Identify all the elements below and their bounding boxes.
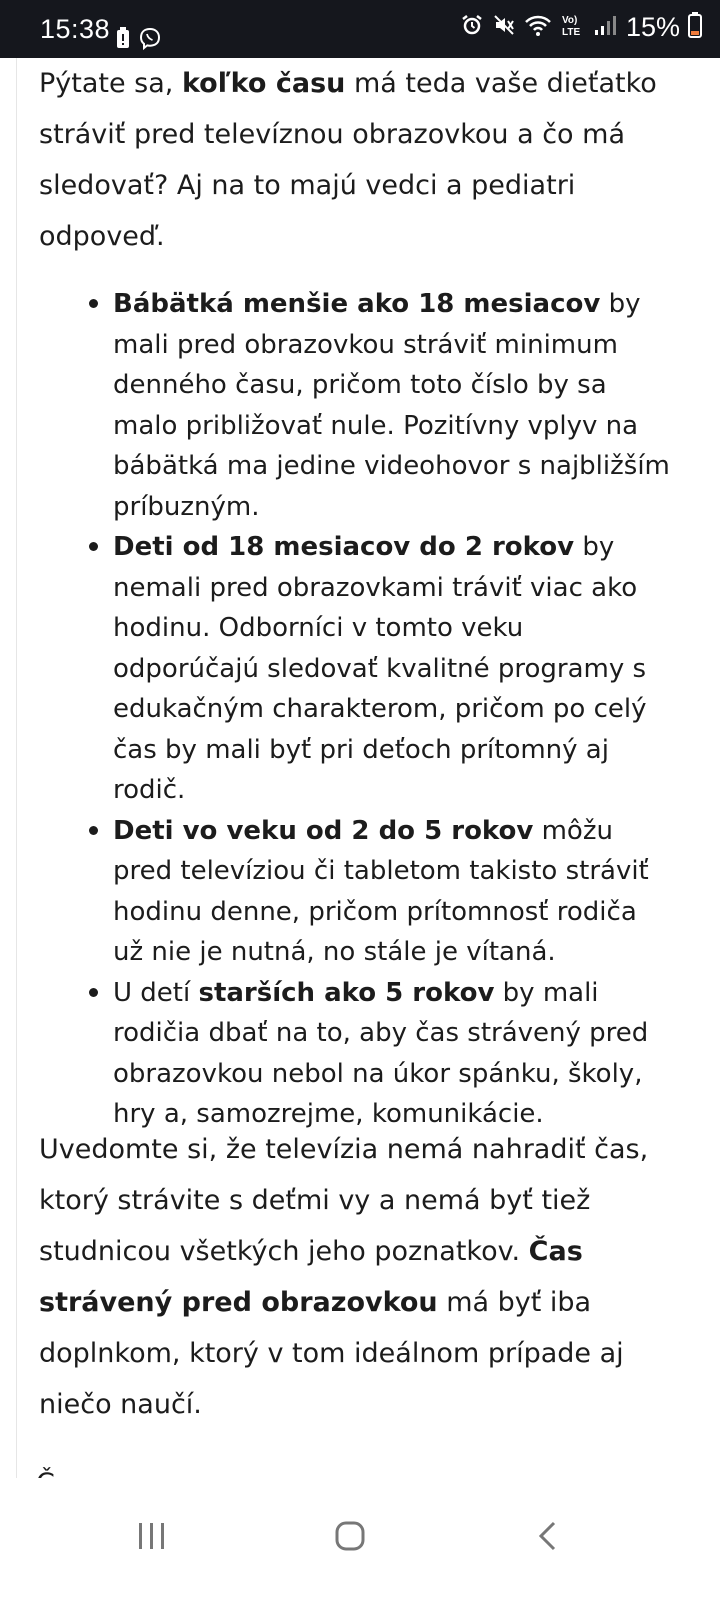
battery-percent: 15% (625, 12, 680, 42)
mute-icon (492, 13, 516, 42)
paragraph-conclusion-text: Uvedomte si, že televízia nemá nahradiť čas, ktorý strávite s deťmi vy a nemá byť tiež studnicou všetkých jeho poznatkov. (39, 1134, 649, 1267)
back-button[interactable] (508, 1502, 588, 1574)
volte-icon (560, 13, 586, 42)
wifi-icon (524, 13, 552, 42)
list-item (73, 973, 673, 1135)
paragraph-conclusion-text-after: má byť iba doplnkom, ktorý v tom ideálnom prípade aj niečo naučí. (39, 1287, 624, 1420)
home-icon (334, 1520, 366, 1556)
list-item-text: by nemali pred obrazovkami tráviť viac ako hodinu. Odborníci v tomto veku odporúčajú sledovať kvalitné programy s edukačným charakterom, pričom po celý čas by mali byť pri deťoch prítomný aj rodič. (113, 532, 647, 805)
list-item-text: U detí (113, 977, 199, 1008)
list-item-bold: Bábätká menšie ako 18 mesiacov (113, 289, 601, 319)
article-content (16, 58, 719, 1508)
list-item-text: by mali pred obrazovkou stráviť minimum denného času, pričom toto číslo by sa malo približovať nule. Pozitívny vplyv na bábätká ma jedine videohovor s najbližším príbuzným. (113, 289, 670, 522)
svg-text:Vo): Vo) (561, 15, 578, 26)
back-icon (536, 1520, 560, 1556)
status-time: 15:38 (40, 14, 111, 44)
list-item-bold: Deti vo veku od 2 do 5 rokov (113, 815, 534, 846)
home-button[interactable] (310, 1502, 390, 1574)
paragraph-conclusion-bold: Čas strávený pred obrazovkou (39, 1236, 583, 1318)
list-item (73, 527, 673, 811)
navigation-bar (0, 1478, 720, 1600)
paragraph-intro-text-after: má teda vaše dieťatko stráviť pred televíznou obrazovkou a čo má sledovať? Aj na to majú vedci a pediatri odpoveď. (39, 68, 657, 252)
battery-icon (688, 12, 702, 43)
list-item-bold: Deti od 18 mesiacov do 2 rokov (113, 532, 575, 562)
viber-icon (138, 27, 162, 56)
signal-icon (594, 14, 616, 41)
list-item-bold: starších ako 5 rokov (198, 977, 495, 1008)
list-item (73, 284, 673, 527)
paragraph-intro (39, 58, 679, 262)
recommendations-list (73, 284, 673, 1135)
paragraph-intro-text: Pýtate sa, (39, 68, 182, 99)
svg-text:LTE: LTE (561, 27, 581, 38)
list-item-text: môžu pred televíziou či tabletom takisto stráviť hodinu denne, pričom prítomnosť rodiča už nie je nutná, no stále je vítaná. (113, 815, 649, 967)
battery-saver-icon (116, 27, 130, 56)
paragraph-intro-bold: koľko času (181, 68, 346, 99)
recents-button[interactable] (112, 1502, 192, 1574)
recents-icon (136, 1521, 168, 1555)
list-item (73, 811, 673, 973)
status-right-icons (460, 12, 702, 43)
status-bar (0, 0, 720, 58)
alarm-icon (460, 13, 484, 42)
paragraph-conclusion (39, 1124, 679, 1430)
status-left-icons (116, 27, 162, 56)
list-item-text: by mali rodičia dbať na to, aby čas strávený pred obrazovkou nebol na úkor spánku, školy, hry a, samozrejme, komunikácie. (113, 977, 649, 1129)
